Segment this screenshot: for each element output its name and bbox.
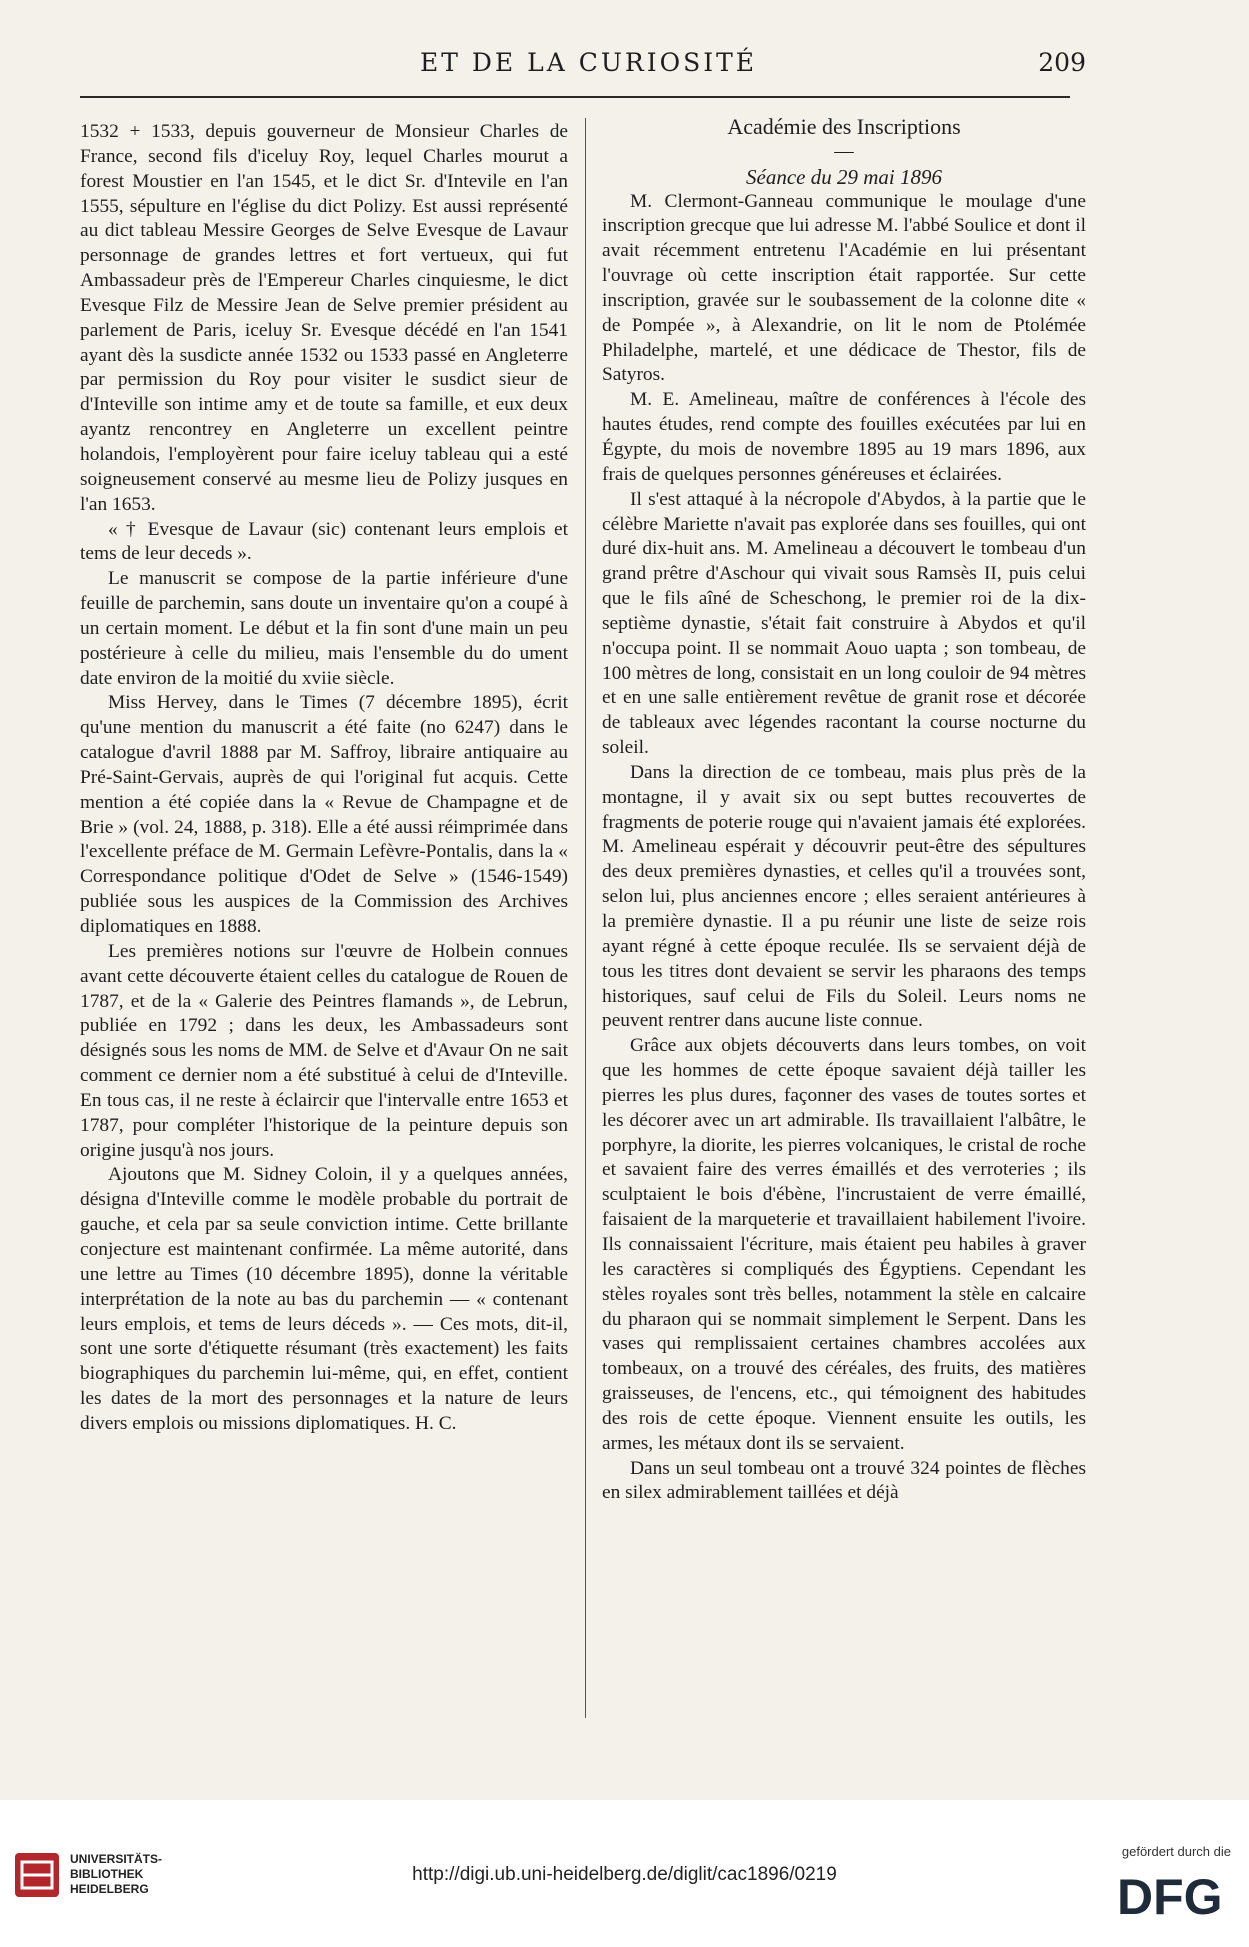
paragraph: Le manuscrit se compose de la partie inférieure d'une feuille de parchemin, sans doute un inventaire qu'on a coupé à un certain moment. Le début et la fin sont d'une main un peu postérieure à celle du milieu, mais l'ensemble du do ument date environ de la moitié du xviie siècle. (80, 568, 568, 689)
left-column (80, 120, 568, 1437)
library-name: UNIVERSITÄTS- BIBLIOTHEK HEIDELBERG (70, 1852, 163, 1896)
paragraph: Grâce aux objets découverts dans leurs tombes, on voit que les hommes de cette époque savaient déjà tailler les pierres les plus dures, façonner des vases de toutes sortes et les décorer avec un art admirable. Ils travaillaient l'albâtre, le porphyre, la diorite, les pierres volcaniques, le cristal de roche et savaient faire des verres émaillés et des verroteries ; ils sculptaient le bois d'ébène, l'incrustaient de verre émaillé, faisaient de la marqueterie et travaillaient habilement l'ivoire. Ils connaissaient l'écriture, mais étaient peu habiles à graver les caractères si compliqués des Égyptiens. Cependant les stèles royales sont très belles, notamment la stèle en calcaire du pharaon qui se nommait simplement le Serpent. Dans les vases qui remplissaient certaines chambres accolées aux tombeaux, on a trouvé des céréales, des fruits, des matières graisseuses, de l'encens, etc., qui témoignent des habitudes des rois de cette époque. Viennent ensuite les outils, les armes, les métaux dont ils se servaient. (602, 1035, 1086, 1454)
paragraph: M. E. Amelineau, maître de conférences à l'école des hautes études, rend compte des fouilles exécutées par lui en Égypte, du mois de novembre 1895 au 19 mars 1896, aux frais de quelques personnes généreuses et éclairées. (602, 389, 1086, 485)
svg-text:DFG: DFG (1117, 1869, 1223, 1920)
section-title: Académie des Inscriptions (727, 114, 961, 139)
paragraph: Il s'est attaqué à la nécropole d'Abydos, à la partie que le célèbre Mariette n'avait pas explorée dans ses fouilles, qui ont duré dix-huit ans. M. Amelineau a découvert le tombeau d'un grand prêtre d'Aschour qui vivait sous Ramsès II, puis celui que le fils aîné de Scheschong, le premier roi de la dix-septième dynastie, s'était fait construire à Abydos et qu'il n'occupa point. Il se nommait Aouo uapta ; son tombeau, de 100 mètres de long, consistait en un long couloir de 94 mètres et en une salle entièrement revêtue de granit rose et décorée de tableaux avec légendes racontant la course nocturne du soleil. (602, 488, 1086, 759)
session-date: Séance du 29 mai 1896 (746, 164, 942, 189)
dfg-logo-icon (1115, 1868, 1233, 1920)
paragraph: Dans un seul tombeau ont a trouvé 324 pointes de flèches en silex admirablement taillées et déjà (602, 1457, 1086, 1504)
right-column (602, 115, 1086, 1506)
running-head (80, 48, 1086, 88)
viewer-footer (0, 1800, 1249, 1947)
paragraph: 1532 + 1533, depuis gouverneur de Monsieur Charles de France, second fils d'iceluy Roy, lequel Charles mourut a forest Moustier en l'an 1545, et le dict Sr. d'Intevile en l'an 1555, sépulture en l'église du dict Polizy. Est aussi représenté au dict tableau Messire Georges de Selve Evesque de Lavaur personnage de grandes lettres et fort vertueux, qui fut Ambassadeur près de l'Empereur Charles cinquiesme, le dict Evesque Filz de Messire Jean de Selve premier président au parlement de Paris, iceluy Sr. Evesque décédé en l'an 1541 ayant dès la susdicte année 1532 ou 1533 passé en Angleterre par permission du Roy pour visiter le susdict sieur de d'Inteville son intime amy et de toute sa famille, et eux deux ayantz rencontrey en Angleterre un excellent peintre holandois, l'employèrent pour faire iceluy tableau qui a esté soigneusement conservé au mesme lieu de Polizy jusques en l'an 1653. (80, 121, 568, 515)
paragraph: Ajoutons que M. Sidney Coloin, il y a quelques années, désigna d'Inteville comme le modèle probable du portrait de gauche, et cela par sa seule conviction intime. Cette brillante conjecture est maintenant confirmée. La même autorité, dans une lettre au Times (10 décembre 1895), donne la véritable interprétation de la note au bas du parchemin — « contenant leurs emplois, et tems de leurs déceds ». — Ces mots, dit-il, sont une sorte d'étiquette résumant (très exactement) les faits biographiques du parchemin lui-même, qui, en effet, contient les dates de la mort des personnages et la nature de leurs divers emplois ou missions diplomatiques. H. C. (80, 1164, 568, 1434)
running-title: ET DE LA CURIOSITÉ (420, 48, 758, 77)
paragraph: M. Clermont-Ganneau communique le moulage d'une inscription grecque que lui adresse M. l'abbé Soulice et dont il avait récemment entretenu l'Académie en lui présentant l'ouvrage où cette inscription était rapportée. Sur cette inscription, gravée sur le soubassement de la colonne dite « de Pompée », à Alexandrie, on lit le nom de Ptolémée Philadelphe, martelé, et une dédicace de Thestor, fils de Satyros. (602, 190, 1086, 386)
page-number: 209 (1038, 48, 1086, 77)
section-dash: — (834, 140, 854, 162)
paragraph: Les premières notions sur l'œuvre de Holbein connues avant cette découverte étaient celles du catalogue de Rouen de 1787, et de la « Galerie des Peintres flamands », de Lebrun, publiée en 1792 ; dans les deux, les Ambassadeurs sont désignés sous les noms de MM. de Selve et d'Avaur On ne sait comment ce dernier nom a été substitué à celui de d'Inteville. En tous cas, il ne reste à éclaircir que l'intervalle entre 1653 et 1787, pour compléter l'historique de la peinture depuis son origine jusqu'à nos jours. (80, 940, 568, 1161)
paragraph: Dans la direction de ce tombeau, mais plus près de la montagne, il y avait six ou sept buttes recouvertes de fragments de poterie rouge qui n'avaient jamais été explorées. M. Amelineau espérait y découvrir peut-être des sépultures des deux premières dynasties, et celles qu'il a trouvées sont, selon lui, plus anciennes encore ; elles seraient antérieures à la première dynastie. Il a pu réunir une liste de seize rois ayant régné à cette époque reculée. Ils se servaient déjà de tous les titres dont devaient se servir les pharaons des temps historiques, sauf celui de Fils du Soleil. Leurs noms ne peuvent rentrer dans aucune liste connue. (602, 761, 1086, 1032)
permalink-url[interactable]: http://digi.ub.uni-heidelberg.de/diglit/cac1896/0219 (412, 1864, 837, 1885)
paragraph: Miss Hervey, dans le Times (7 décembre 1895), écrit qu'une mention du manuscrit a été faite (no 6247) dans le catalogue d'avril 1888 par M. Saffroy, libraire antiquaire au Pré-Saint-Gervais, auprès de qui l'original fut acquis. Cette mention a été copiée dans la « Revue de Champagne et de Brie » (vol. 24, 1888, p. 318). Elle a été aussi réimprimée dans l'excellente préface de M. Germain Lefèvre-Pontalis, dans la « Correspondance politique d'Odet de Selve » (1546-1549) publiée sous les auspices de la Commission des Archives diplomatiques en 1888. (80, 692, 568, 937)
header-rule (80, 96, 1070, 98)
funding-note: gefördert durch die (1121, 1844, 1231, 1859)
paragraph: « † Evesque de Lavaur (sic) contenant leurs emplois et tems de leur deceds ». (80, 518, 568, 565)
column-divider (585, 118, 586, 1718)
